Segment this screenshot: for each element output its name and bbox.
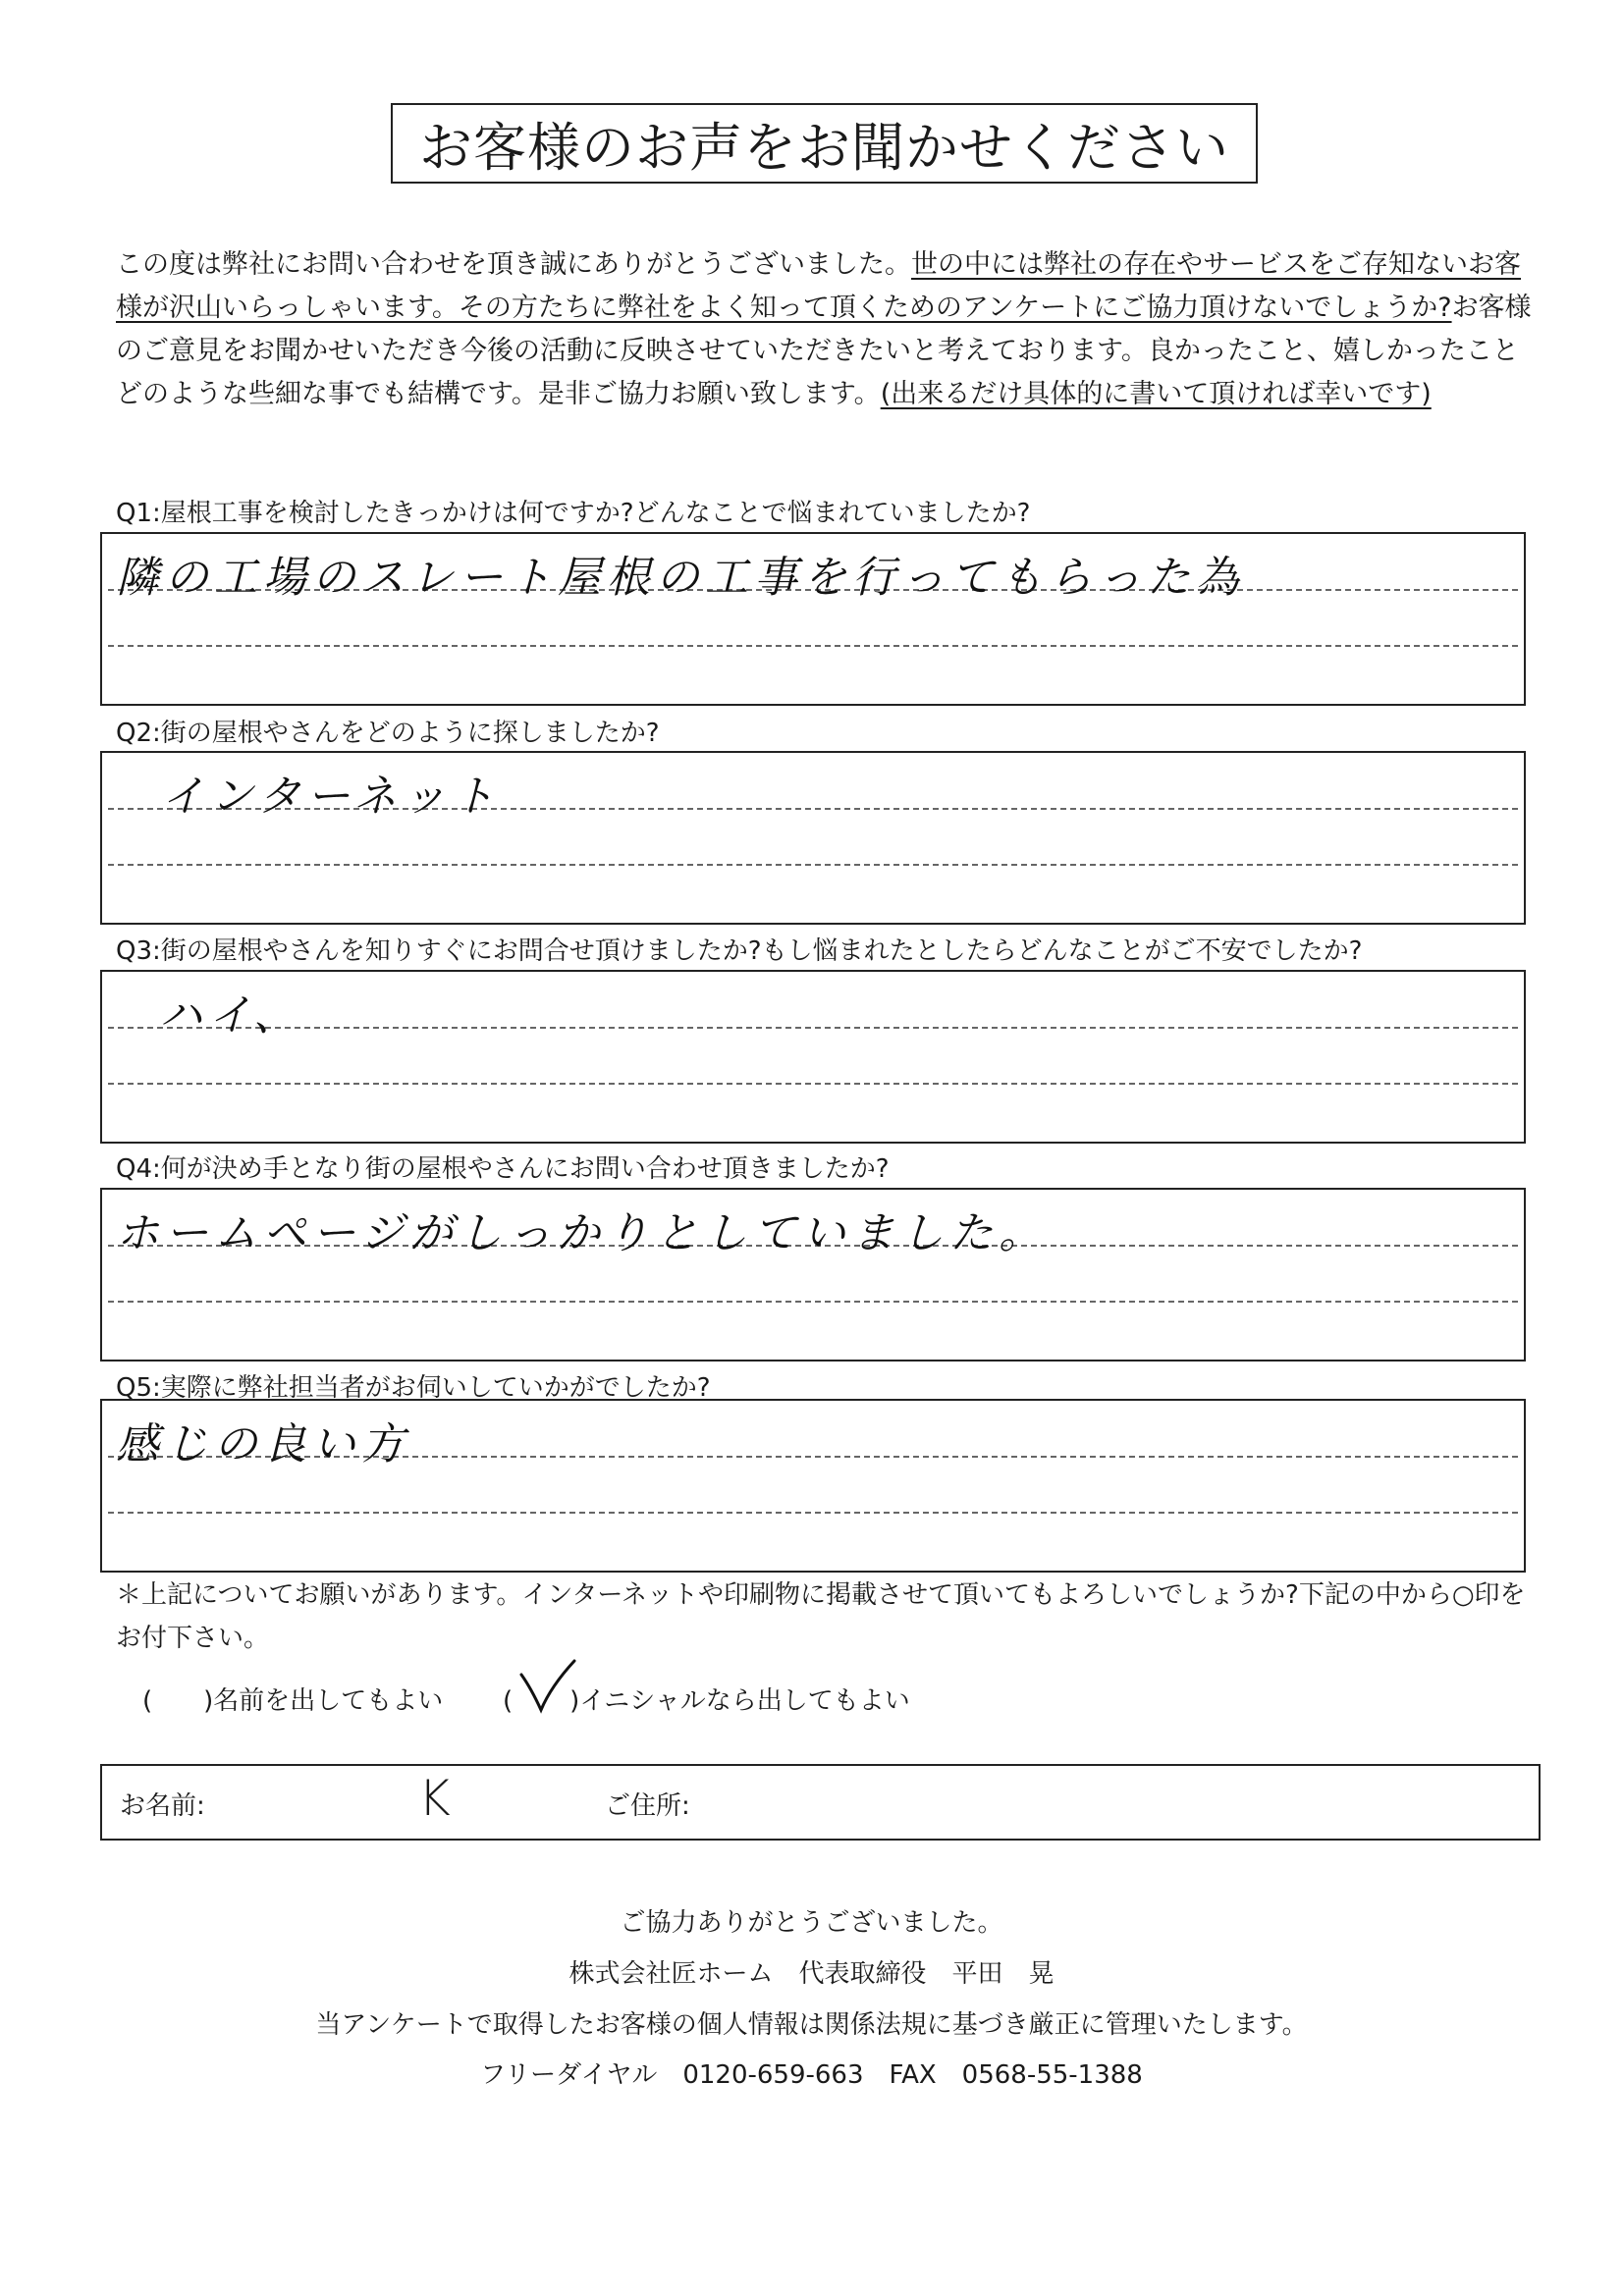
consent-text: ＊上記についてお願いがあります。インターネットや印刷物に掲載させて頂いてもよろしいでしょうか?下記の中から○印をお付下さい。: [116, 1580, 1526, 1653]
intro-part-4: (出来るだけ具体的に書いて頂ければ幸いです): [880, 379, 1432, 409]
answer-line: [108, 1301, 1518, 1303]
footer-company: 株式会社匠ホーム 代表取締役 平田 晃: [568, 1959, 1055, 1989]
answer-line: [108, 1083, 1518, 1085]
intro-part-1: この度は弊社にお問い合わせを頂き誠にありがとうございました。: [116, 249, 911, 280]
option-name-ok-label: 名前を出してもよい: [213, 1686, 444, 1716]
option-name-ok[interactable]: [142, 1681, 443, 1717]
question-5-answer-box[interactable]: [100, 1399, 1526, 1573]
intro-part-2: 世の中には弊社の存在やサービスをご存知ないお客様が沢山いらっしゃいます。その方たちに弊社をよく知って頂くためのアンケートにご協力頂けないでしょうか?: [116, 249, 1521, 323]
address-label: ご住所:: [605, 1791, 690, 1821]
question-1-answer: 隣の工場のスレート屋根の工事を行ってもらった為: [116, 553, 1245, 603]
question-2-answer-box[interactable]: [100, 751, 1526, 925]
question-4-label: Q4:何が決め手となり街の屋根やさんにお問い合わせ頂きましたか?: [116, 1154, 890, 1184]
option-initials-ok-checkbox-close[interactable]: ): [569, 1686, 580, 1716]
question-3-answer: ハイ、: [159, 990, 303, 1041]
intro-part-3: お客様のご意見をお聞かせいただき今後の活動に反映させていただきたいと考えております。良かったこと、嬉しかったことどのような些細な事でも結構です。是非ご協力お願い致します。: [116, 293, 1532, 409]
name-value[interactable]: K: [418, 1770, 451, 1827]
footer-contact: フリーダイヤル 0120-659-663 FAX 0568-55-1388: [480, 2060, 1143, 2090]
answer-line: [108, 1512, 1518, 1514]
answer-line: [108, 1027, 1518, 1029]
question-5-answer: 感じの良い方: [116, 1419, 410, 1469]
question-2-label: Q2:街の屋根やさんをどのように探しましたか?: [116, 719, 660, 748]
question-3-label: Q3:街の屋根やさんを知りすぐにお問合せ頂けましたか?もし悩まれたとしたらどんなことがご不安でしたか?: [116, 936, 1363, 966]
option-initials-ok-checkbox-open[interactable]: (: [503, 1686, 514, 1716]
page-title: お客様のお声をお聞かせください: [391, 103, 1258, 184]
option-name-ok-checkbox[interactable]: ( ): [142, 1686, 214, 1716]
question-1-label: Q1:屋根工事を検討したきっかけは何ですか?どんなことで悩まれていましたか?: [116, 499, 1031, 528]
checkmark-icon: [517, 1659, 578, 1718]
option-initials-ok-label: イニシャルなら出してもよい: [579, 1686, 910, 1716]
answer-line: [108, 864, 1518, 866]
intro-text: [116, 243, 1544, 416]
question-3-answer-box[interactable]: [100, 970, 1526, 1144]
question-1-answer-box[interactable]: [100, 532, 1526, 706]
name-label: お名前:: [120, 1791, 205, 1821]
footer-thanks: ご協力ありがとうございました。: [620, 1908, 1003, 1938]
question-5-label: Q5:実際に弊社担当者がお伺いしていかがでしたか?: [116, 1373, 711, 1403]
question-4-answer-box[interactable]: [100, 1188, 1526, 1362]
question-4-answer: ホームページがしっかりとしていました。: [116, 1208, 1049, 1258]
customer-info-box: [100, 1764, 1541, 1841]
answer-line: [108, 645, 1518, 647]
footer-privacy: 当アンケートで取得したお客様の個人情報は関係法規に基づき厳正に管理いたします。: [315, 2010, 1308, 2040]
question-2-answer: インターネット: [161, 772, 502, 822]
